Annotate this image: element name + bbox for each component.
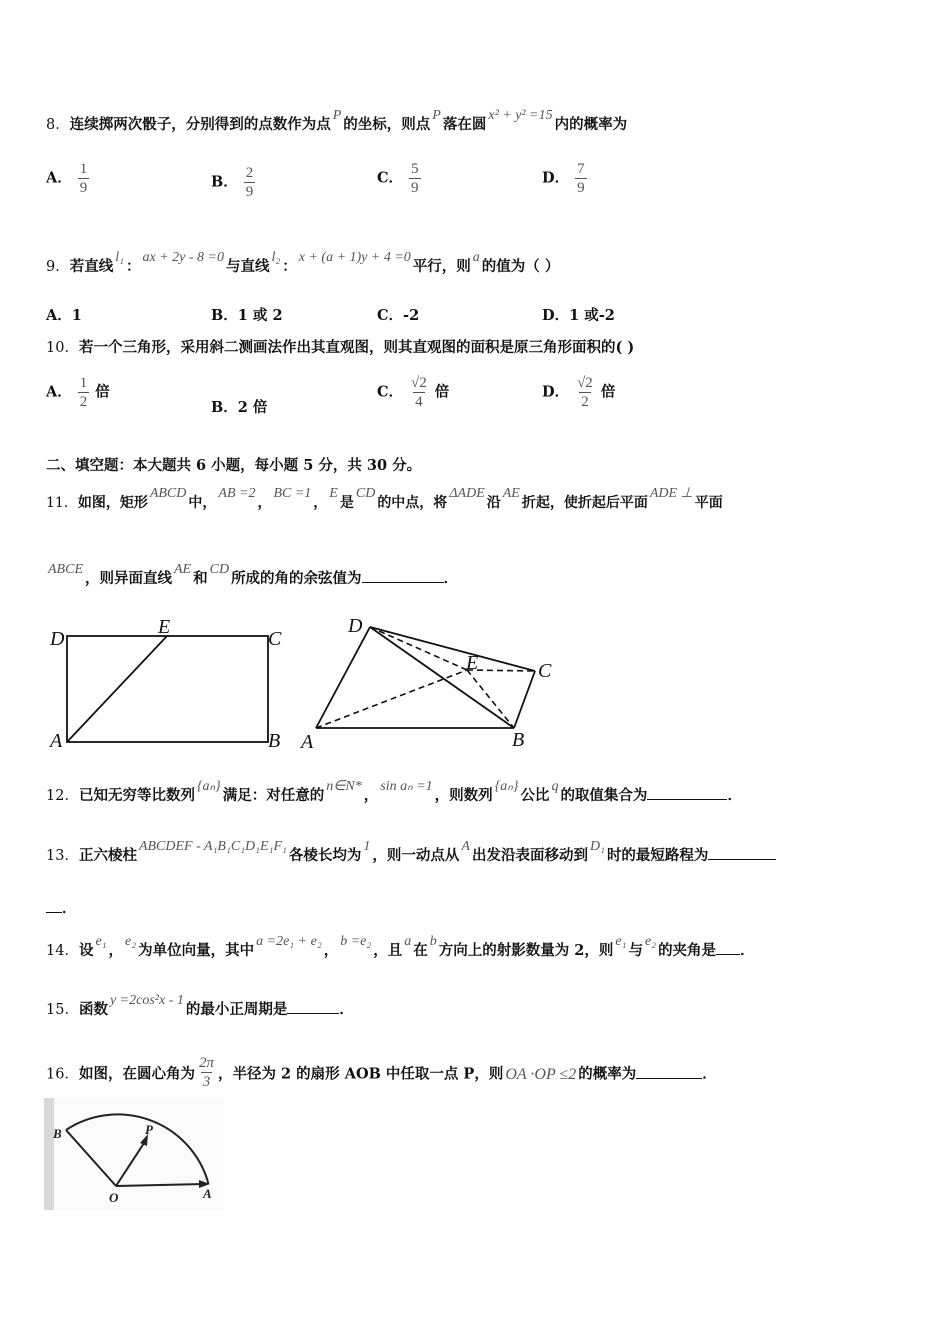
- answer-blank[interactable]: [46, 898, 62, 913]
- question-15: 15．函数y =2cos²x - 1的最小正周期是 ．: [46, 993, 354, 1018]
- folded-figure: [297, 612, 562, 754]
- rectangle-abcd: [67, 636, 268, 742]
- label-e: E: [158, 616, 171, 638]
- label-c: C: [538, 660, 552, 682]
- q10-option-c[interactable]: C． $\frac{√2}{4}$ 倍: [377, 375, 450, 410]
- q10-option-a[interactable]: A． $\frac{1}{2}$ 倍: [46, 375, 110, 410]
- question-14: 14．设e₁，e₂为单位向量，其中a =2e₁ + e₂，b =e₂，且a在b方向上的射影数量为 2，则e₁与e₂的夹角是 ．: [46, 934, 755, 959]
- question-13: 13．正六棱柱ABCDEF - A₁B₁C₁D₁E₁F₁各棱长均为1，则一动点从A出发沿表面移动到D₁时的最短路程为: [46, 845, 776, 868]
- q9-option-c[interactable]: C．-2: [377, 307, 420, 324]
- segment-ae: [67, 636, 167, 742]
- fraction: $\frac{2\pi}{3}$: [198, 1055, 214, 1090]
- label-d: D: [348, 615, 363, 637]
- q10-option-d[interactable]: D． $\frac{√2}{2}$ 倍: [542, 375, 616, 410]
- figure-scan-edge: [44, 1098, 54, 1210]
- label-d: D: [50, 628, 65, 650]
- section-2-heading: 二、填空题：本大题共 6 小题，每小题 5 分，共 30 分。: [46, 457, 422, 474]
- question-13-cont: ．: [46, 898, 77, 920]
- question-11-cont: ABCE，则异面直线AE和CD所成的角的余弦值为 ．: [48, 562, 459, 587]
- answer-blank[interactable]: [287, 999, 339, 1014]
- q8-option-b[interactable]: B． $\frac{2}{9}$: [211, 165, 254, 200]
- segment-da: [316, 627, 370, 728]
- fraction: $\frac{√2}{2}$: [577, 375, 593, 410]
- label-p: P: [145, 1122, 153, 1137]
- fraction: $\frac{1}{2}$: [79, 375, 88, 410]
- question-16: 16．如图，在圆心角为 $\frac{2\pi}{3}$ ，半径为 2 的扇形 AOB 中任取一点 P，则 OA ·OP ≤2 的概率为 ．: [46, 1055, 717, 1090]
- label-a: A: [50, 730, 63, 751]
- question-11: 11．如图，矩形ABCD中，AB =2，BC =1，E是CD的中点，将ΔADE沿AE折起，使折起后平面ADE ⊥平面: [46, 486, 723, 511]
- rectangle-figure: [46, 616, 291, 751]
- fraction: $\frac{√2}{4}$: [411, 375, 427, 410]
- label-b: B: [512, 729, 525, 751]
- sector-figure: [44, 1098, 224, 1210]
- label-e: E: [466, 652, 479, 674]
- fraction: $\frac{5}{9}$: [411, 161, 419, 196]
- segment-db: [370, 627, 514, 728]
- q8-option-a[interactable]: A． $\frac{1}{9}$: [46, 161, 88, 196]
- q9-option-a[interactable]: A．1: [46, 307, 82, 324]
- answer-blank[interactable]: [716, 940, 740, 955]
- label-a: A: [203, 1186, 212, 1201]
- label-c: C: [268, 628, 282, 650]
- answer-blank[interactable]: [362, 568, 444, 583]
- answer-blank[interactable]: [636, 1064, 702, 1079]
- answer-blank[interactable]: [647, 785, 727, 800]
- q10-option-b[interactable]: B．2 倍: [211, 399, 268, 416]
- segment-bc: [514, 671, 535, 728]
- label-o: O: [109, 1190, 119, 1205]
- answer-blank[interactable]: [708, 845, 776, 860]
- label-b: B: [53, 1126, 62, 1141]
- fraction: $\frac{7}{9}$: [577, 161, 585, 196]
- q8-option-d[interactable]: D． $\frac{7}{9}$: [542, 161, 585, 196]
- label-a: A: [301, 731, 314, 753]
- label-b: B: [268, 730, 281, 751]
- q8-option-c[interactable]: C． $\frac{5}{9}$: [377, 161, 419, 196]
- fraction: $\frac{1}{9}$: [79, 161, 88, 196]
- q9-option-b[interactable]: B．1 或 2: [211, 307, 283, 324]
- question-9: 9．若直线l₁：ax + 2y - 8 =0与直线l₂：x + (a + 1)y + 4 =0平行，则a的值为（ ）: [46, 250, 560, 275]
- fraction: $\frac{2}{9}$: [245, 165, 254, 200]
- question-12: 12．已知无穷等比数列{aₙ}满足：对任意的n∈N*，sin aₙ =1，则数列{aₙ}公比q的取值集合为 ．: [46, 779, 742, 804]
- question-8: 8．连续掷两次骰子，分别得到的点数作为点P的坐标，则点P落在圆x² + y² =15内的概率为: [46, 108, 628, 133]
- q9-option-d[interactable]: D．1 或-2: [542, 307, 615, 324]
- question-10: 10．若一个三角形，采用斜二测画法作出其直观图，则其直观图的面积是原三角形面积的( ): [46, 339, 635, 356]
